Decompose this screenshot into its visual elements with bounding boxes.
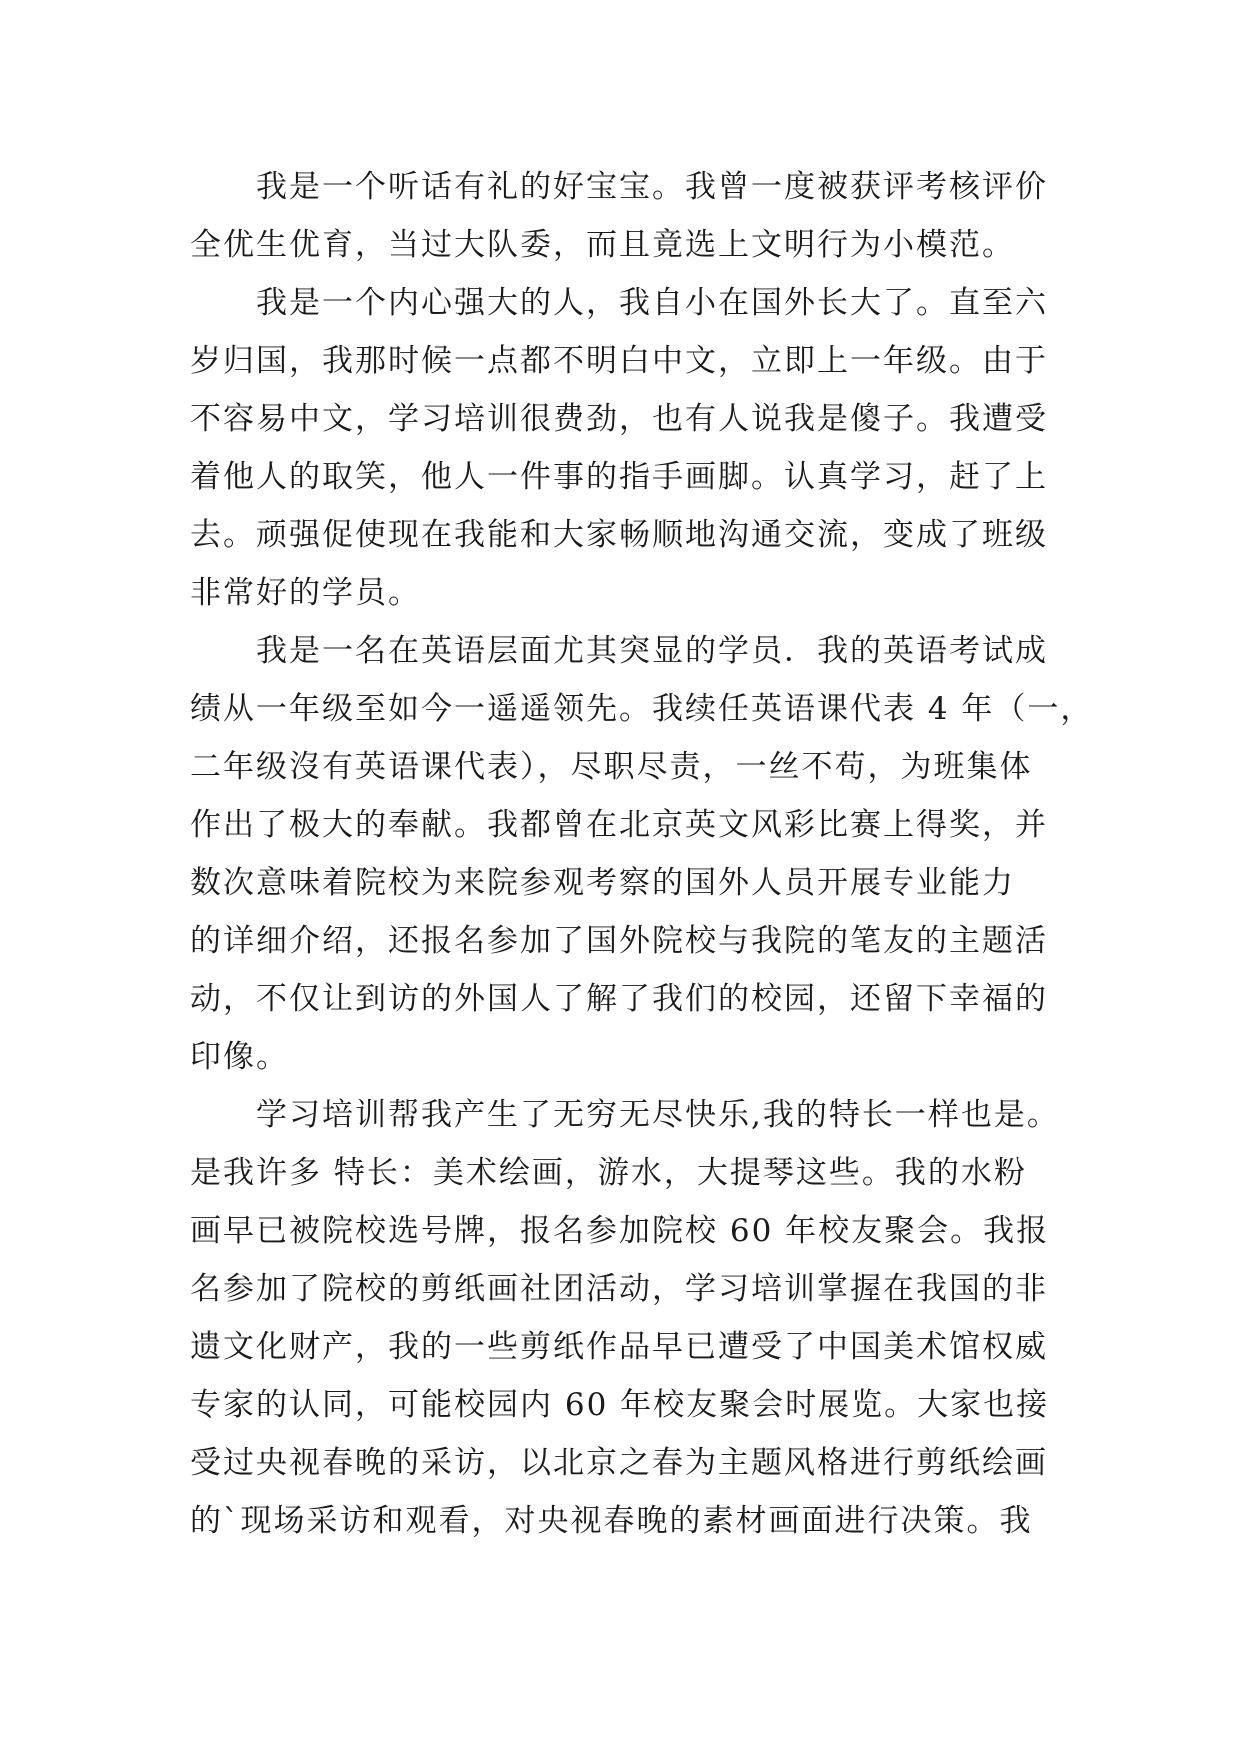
text-line: 是我许多 特长：美术绘画，游水，大提琴这些。我的水粉 [190, 1155, 1027, 1191]
paragraph [190, 158, 1050, 274]
text-line: 名参加了院校的剪纸画社团活动，学习培训掌握在我国的非 [190, 1271, 1048, 1307]
text-line: 我是一个内心强大的人，我自小在国外长大了。直至六 [256, 285, 1048, 321]
text-line: 学习培训帮我产生了无穷无尽快乐,我的特长一样也是。 [256, 1097, 1060, 1133]
text-line: 非常好的学员。 [190, 575, 421, 611]
text-line: 去。顽强促使现在我能和大家畅顺地沟通交流，变成了班级 [190, 517, 1048, 553]
paragraph [190, 622, 1094, 1086]
text-line: 遗文化财产，我的一些剪纸作品早已遭受了中国美术馆权威 [190, 1329, 1048, 1365]
text-line: 不容易中文，学习培训很费劲，也有人说我是傻子。我遭受 [190, 401, 1048, 437]
text-line: 着他人的取笑，他人一件事的指手画脚。认真学习，赶了上 [190, 459, 1048, 495]
text-line: 我是一名在英语层面尤其突显的学员．我的英语考试成 [256, 633, 1048, 669]
paragraph [190, 274, 1050, 622]
text-line: 的`现场采访和观看，对央视春晚的素材画面进行决策。我 [190, 1503, 1033, 1539]
text-line: 全优生优育，当过大队委，而且竟选上文明行为小模范。 [190, 227, 1015, 263]
text-line: 印像。 [190, 1039, 289, 1075]
text-line: 专家的认同，可能校园内 60 年校友聚会时展览。大家也接 [190, 1387, 1050, 1423]
text-line: 受过央视春晚的采访，以北京之春为主题风格进行剪纸绘画 [190, 1445, 1048, 1481]
body-text [190, 158, 1094, 1550]
paragraph [190, 1086, 1060, 1550]
text-line: 的详细介绍，还报名参加了国外院校与我院的笔友的主题活 [190, 923, 1048, 959]
text-line: 岁归国，我那时候一点都不明白中文，立即上一年级。由于 [190, 343, 1048, 379]
text-line: 二年级沒有英语课代表），尽职尽责，一丝不苟，为班集体 [190, 749, 1033, 785]
text-line: 动，不仅让到访的外国人了解了我们的校园，还留下幸福的 [190, 981, 1048, 1017]
text-line: 数次意味着院校为来院参观考察的国外人员开展专业能力 [190, 865, 1015, 901]
text-line: 画早已被院校选号牌，报名参加院校 60 年校友聚会。我报 [190, 1213, 1050, 1249]
text-line: 绩从一年级至如今一遥遥领先。我续任英语课代表 4 年（一， [190, 691, 1094, 727]
text-line: 我是一个听话有礼的好宝宝。我曾一度被获评考核评价 [256, 169, 1048, 205]
text-line: 作出了极大的奉献。我都曾在北京英文风彩比赛上得奖，并 [190, 807, 1048, 843]
